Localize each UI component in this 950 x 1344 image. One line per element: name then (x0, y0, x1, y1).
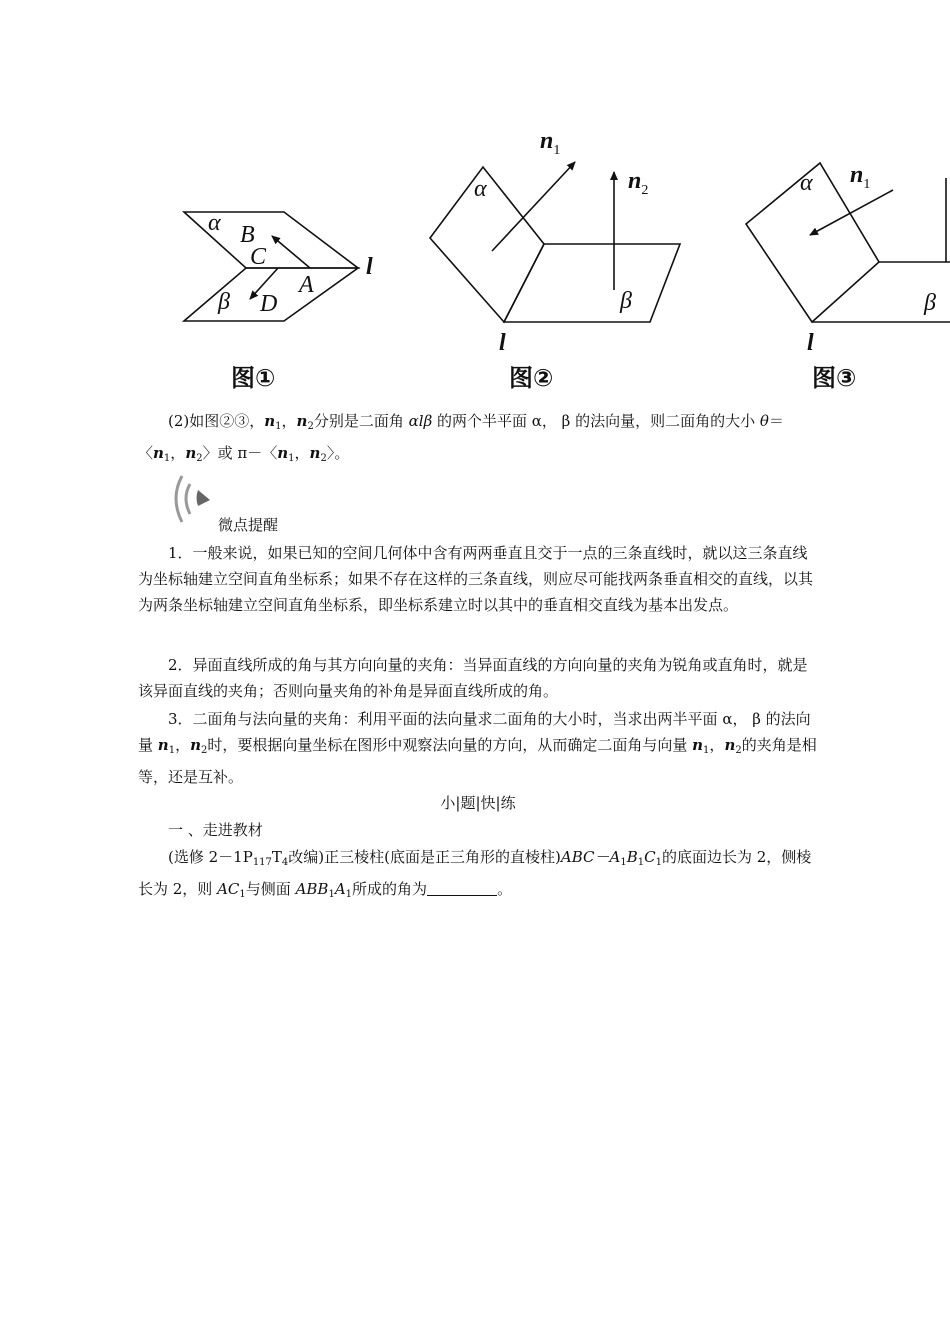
fig1-A-label: A (299, 272, 314, 298)
dihedral-figures (0, 0, 950, 400)
normal-n1 (810, 190, 893, 235)
fig2-beta-label: β (620, 288, 632, 314)
figure-3-caption: 图③ (812, 364, 857, 392)
reminder-item-3: 3．二面角与法向量的夹角：利用平面的法向量求二面角的大小时，当求出两半平面 α， β 的法向量 $n_1$，$n_2$时，要根据向量坐标在图形中观察法向量的方向，从而确定二面角与向量 $n_1$，$n_2$的夹角是相等，还是互补。 (138, 710, 817, 786)
fig3-alpha-label: α (800, 170, 813, 196)
fig1-alpha-label: α (208, 210, 221, 236)
answer-blank[interactable] (427, 879, 497, 896)
fig3-l-label: l (807, 330, 814, 356)
figure-1-caption: 图① (231, 364, 276, 392)
fig1-B-label: B (240, 222, 255, 248)
fig1-D-label: D (260, 291, 278, 317)
fig2-n2-label: $n_2$ (628, 168, 649, 198)
vector-AB (272, 236, 310, 268)
exercise-question: (选修 $2-1P_{117}T_4$改编)正三棱柱(底面是正三角形的直棱柱)$ABC-A_1B_1C_1$的底面边长为 2，侧棱长为 2，则 $AC_1$与侧面 $ABB_1A_1$所成的角为 。 (138, 848, 812, 900)
reminder-title: 微点提醒 (218, 516, 279, 534)
fig2-alpha-label: α (474, 176, 487, 202)
figure-3 (746, 163, 950, 322)
fig3-n1-label: $n_1$ (850, 162, 871, 192)
normal-vector-paragraph: (2)如图②③，$n_1$，$n_2$分别是二面角 αlβ 的两个半平面 α， β 的法向量，则二面角的大小 θ＝〈$n_1$，$n_2$〉或 π－〈$n_1$，$n_2$〉。 (138, 412, 784, 464)
reminder-item-2: 2．异面直线所成的角与其方向向量的夹角：当异面直线的方向向量的夹角为锐角或直角时，就是该异面直线的夹角；否则向量夹角的补角是异面直线所成的角。 (138, 656, 808, 700)
section-subtitle: 一 、走进教材 (168, 821, 263, 839)
plane-alpha (430, 167, 544, 322)
fig3-beta-label: β (924, 290, 936, 316)
sound-wave-icon (168, 470, 218, 530)
normal-n1 (492, 162, 575, 251)
fig1-l-label: l (366, 254, 373, 280)
reminder-item-1: 1．一般来说，如果已知的空间几何体中含有两两垂直且交于一点的三条直线时，就以这三条直线为坐标轴建立空间直角坐标系；如果不存在这样的三条直线，则应尽可能找两条垂直相交的直线，以其为两条坐标轴建立空间直角坐标系，即坐标系建立时以其中的垂直相交直线为基本出发点。 (138, 544, 814, 614)
figure-2-caption: 图② (509, 364, 554, 392)
fig1-beta-label: β (218, 289, 230, 315)
fig2-n1-label: $n_1$ (540, 128, 561, 158)
fig1-C-label: C (250, 244, 267, 270)
section-title: 小|题|快|练 (440, 794, 516, 812)
fig2-l-label: l (499, 330, 506, 356)
plane-beta (504, 244, 680, 322)
